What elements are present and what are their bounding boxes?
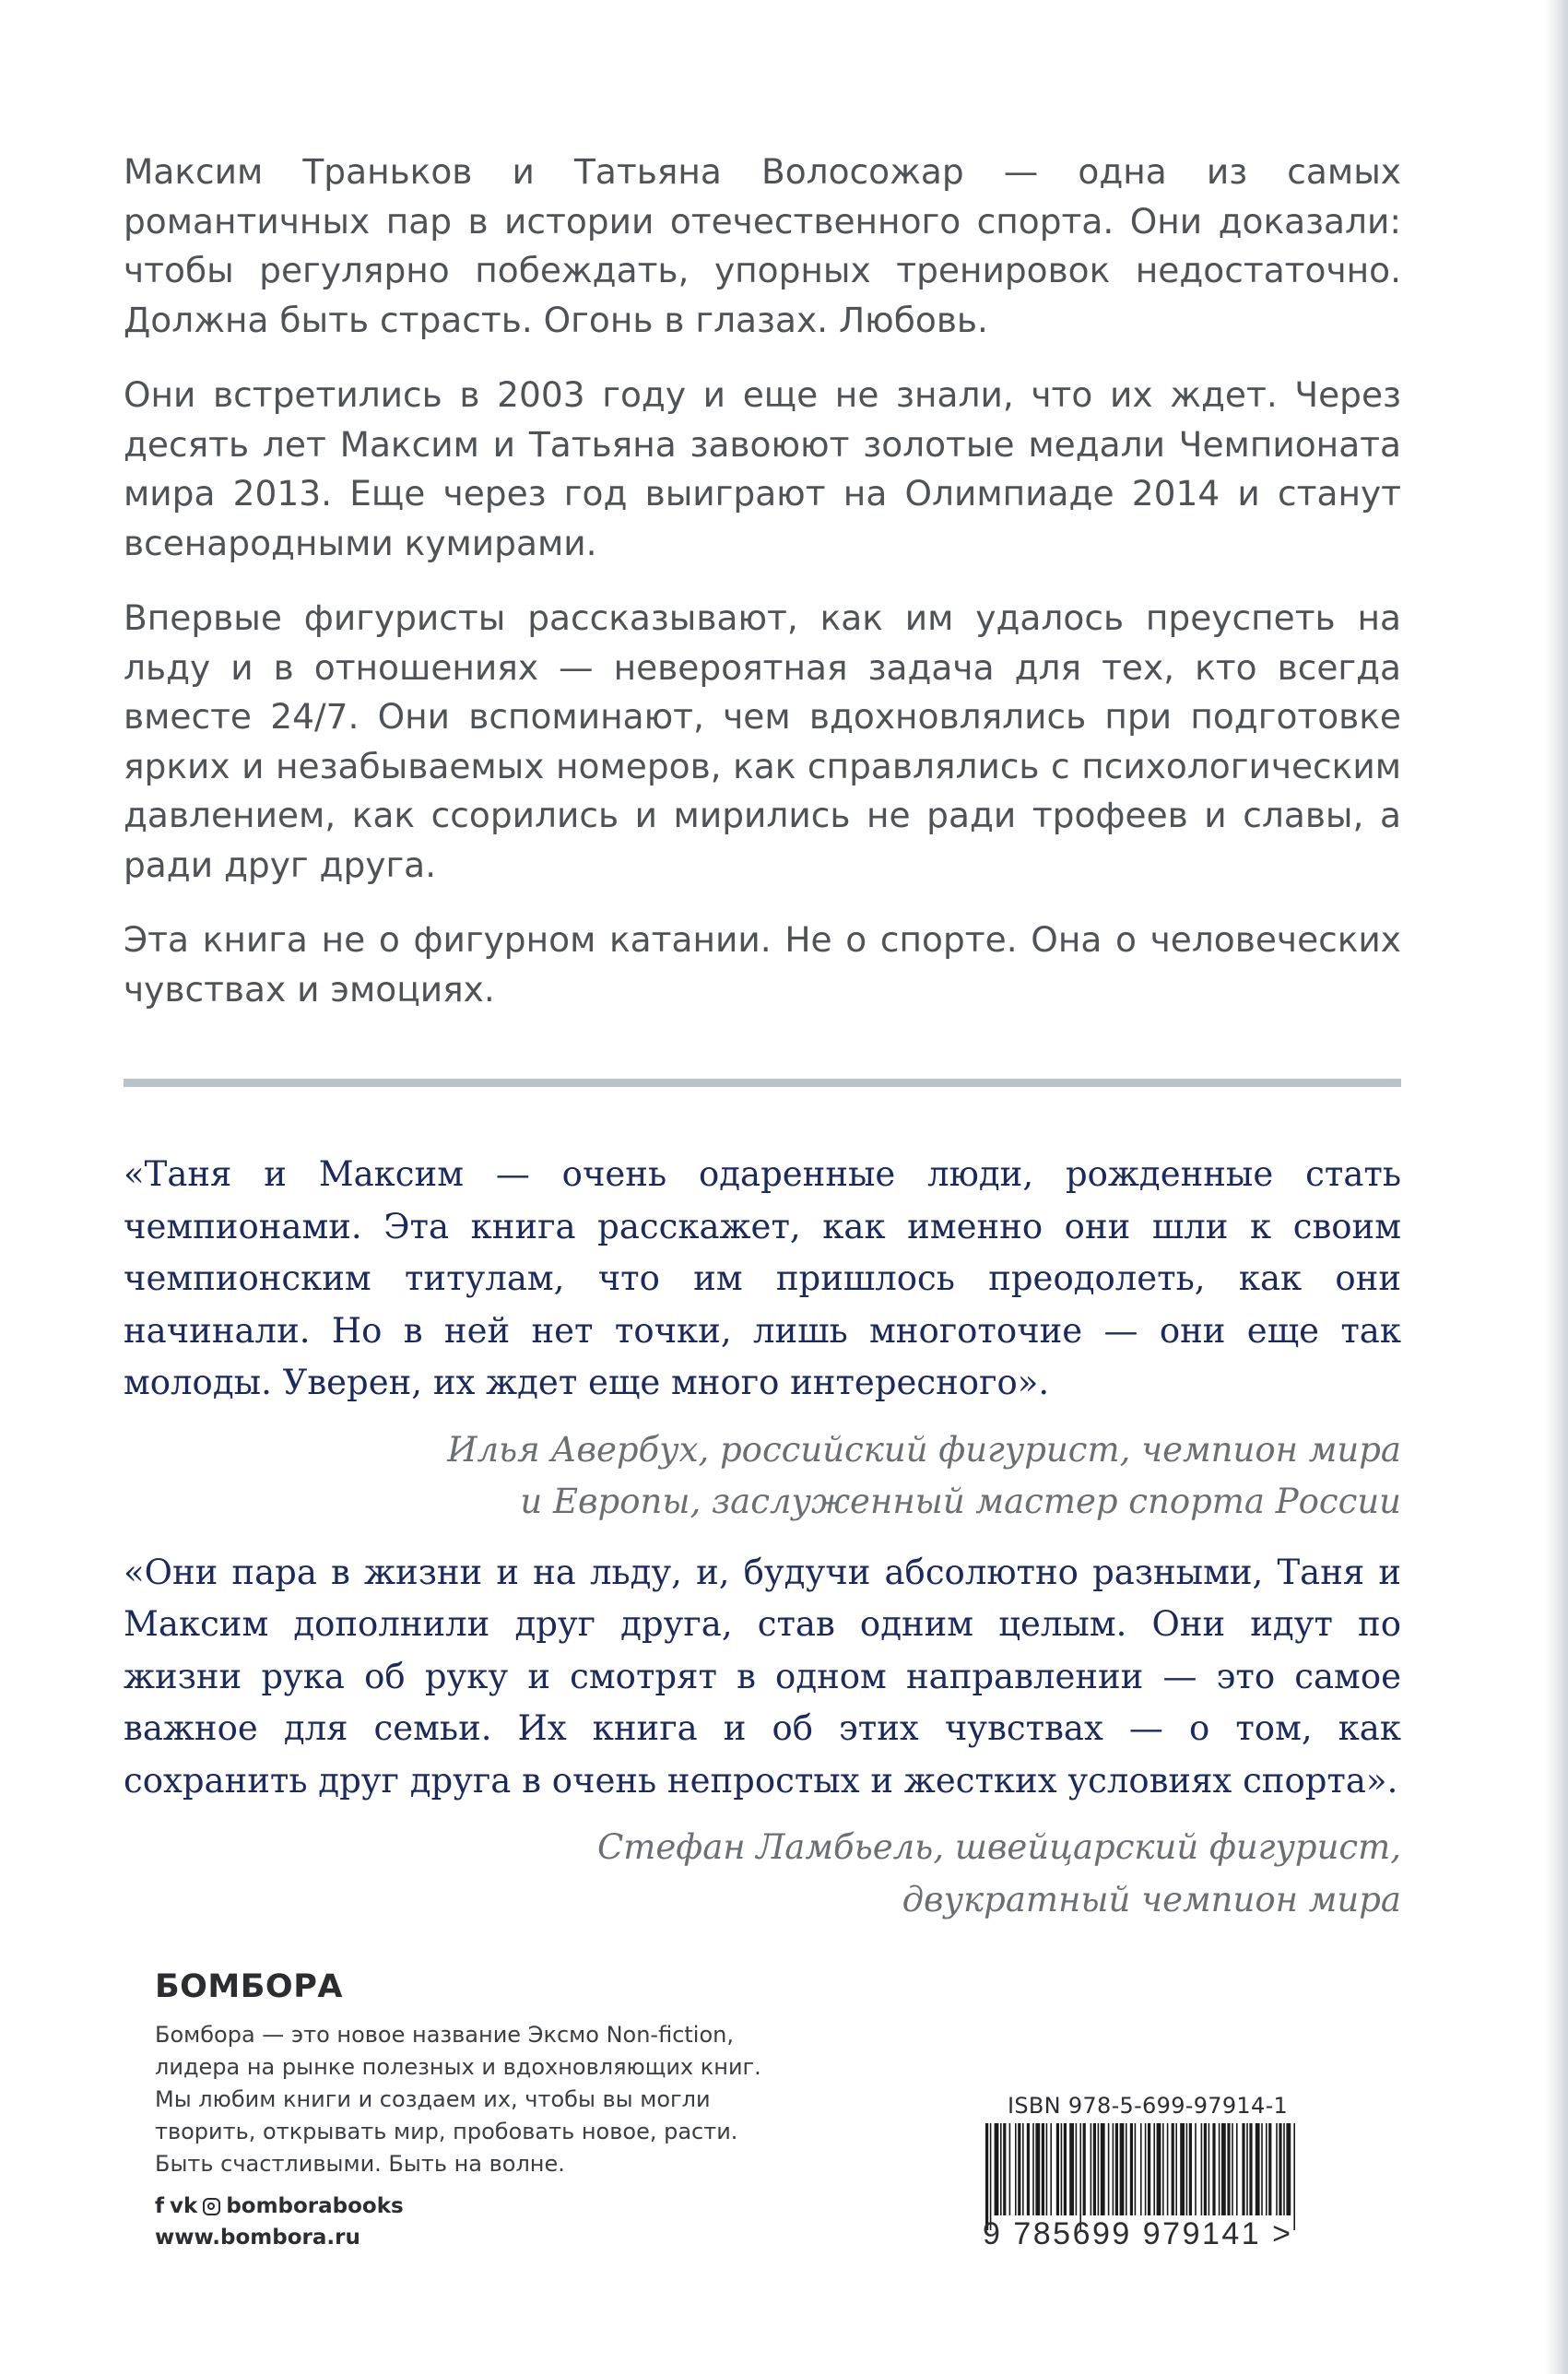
barcode <box>985 2123 1299 2230</box>
blurb-section <box>124 148 1401 1040</box>
publisher-description <box>155 2019 819 2180</box>
publisher-logo: БОМБОРА <box>155 1968 343 2005</box>
publisher-description-line: Мы любим книги и создаем их, чтобы вы могли <box>155 2086 711 2112</box>
quote-text: «Таня и Максим — очень одаренные люди, рожденные стать чемпионами. Эта книга расскажет, как именно они шли к своим чемпионским титулам, что им пришлось преодолеть, как они начинали. Но в ней нет точки, лишь многоточие — они еще так молоды. Уверен, их ждет еще много интересного». <box>124 1154 1401 1402</box>
instagram-icon[interactable] <box>203 2198 220 2215</box>
quote-author-line: и Европы, заслуженный мастер спорта России <box>520 1482 1401 1521</box>
quote-author <box>124 1424 1401 1529</box>
quote-author-line: Стефан Ламбьель, швейцарский фигурист, <box>596 1827 1401 1867</box>
quote-text: «Они пара в жизни и на льду, и, будучи абсолютно разными, Таня и Максим дополнили друг друга, став одним целым. Они идут по жизни рука об руку и смотрят в одном направлении — это самое важное для семьи. Их книга и об этих чувствах — о том, как сохранить друг друга в очень непростых и жестких условиях спорта». <box>124 1552 1401 1801</box>
section-divider <box>124 1079 1401 1087</box>
publisher-description-line: творить, открывать мир, пробовать новое, расти. <box>155 2119 738 2144</box>
social-links <box>155 2194 404 2218</box>
blurb-paragraph: Эта книга не о фигурном катании. Не о спорте. Она о человеческих чувствах и эмоциях. <box>124 919 1401 1010</box>
publisher-description-line: Бомбора — это новое название Эксмо Non-fiction, <box>155 2022 734 2048</box>
publisher-description-line: лидера на рынке полезных и вдохновляющих книг. <box>155 2054 761 2080</box>
barcode-digits: 9 785699 979141 > <box>983 2216 1293 2251</box>
publisher-website[interactable]: www.bombora.ru <box>155 2226 360 2250</box>
quote-author-line: двукратный чемпион мира <box>902 1879 1401 1919</box>
blurb-paragraph: Они встретились в 2003 году и еще не знали, что их ждет. Через десять лет Максим и Татьяна завоюют золотые медали Чемпионата мира 2013. Еще через год выиграют на Олимпиаде 2014 и станут всенародными кумирами. <box>124 374 1401 563</box>
blurb-paragraph: Впервые фигуристы рассказывают, как им удалось преуспеть на льду и в отношениях — невероятная задача для тех, кто всегда вместе 24/7. Они вспоминают, чем вдохновлялись при подготовке ярких и незабываемых номеров, как справлялись с психологическим давлением, как ссорились и мирились не ради трофеев и славы, а ради друг друга. <box>124 597 1401 885</box>
spine-edge <box>1544 0 1568 2374</box>
isbn-label: ISBN 978-5-699-97914-1 <box>1008 2093 1289 2119</box>
quotes-section <box>124 1149 1401 1944</box>
publisher-description-line: Быть счастливыми. Быть на волне. <box>155 2151 565 2177</box>
quote-author <box>124 1822 1401 1926</box>
vk-icon[interactable]: vk <box>170 2194 198 2218</box>
social-handle: bomborabooks <box>226 2194 404 2218</box>
quote-author-line: Илья Авербух, российский фигурист, чемпион мира <box>447 1429 1401 1470</box>
facebook-icon[interactable]: f <box>155 2194 165 2218</box>
blurb-paragraph: Максим Траньков и Татьяна Волосожар — одна из самых романтичных пар в истории отечественного спорта. Они доказали: чтобы регулярно побеждать, упорных тренировок недостаточно. Должна быть страсть. Огонь в глазах. Любовь. <box>124 151 1401 340</box>
